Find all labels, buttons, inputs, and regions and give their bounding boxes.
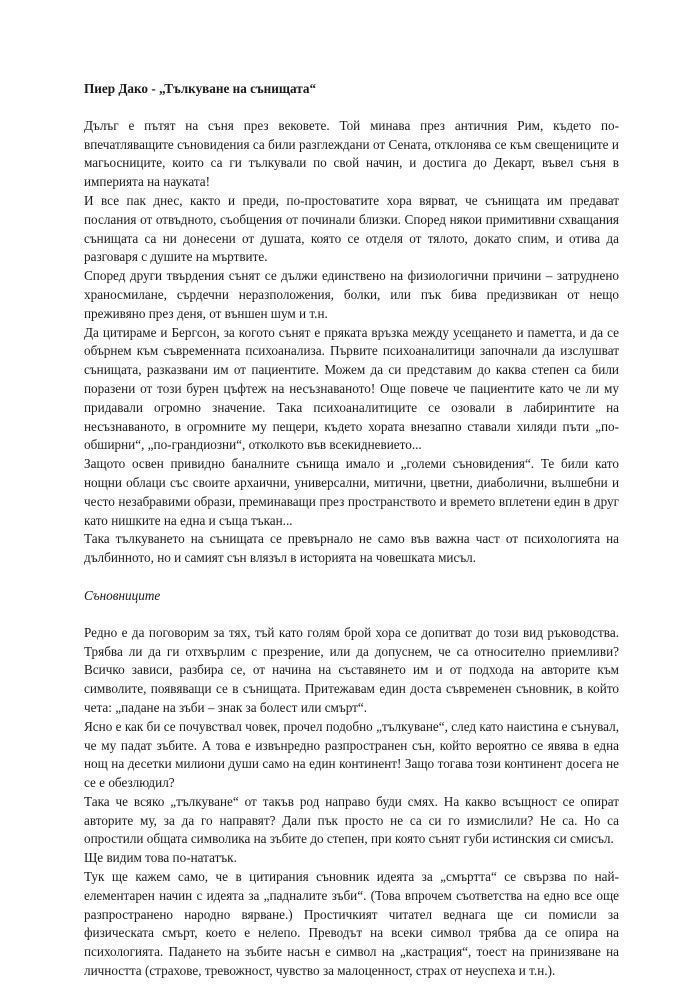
- paragraph: Защото освен привидно баналните сънища имало и „големи съновидения“. Те били като нощни облаци със своите архаични, универсални, митични, цветни, диаболични, вълшебни и често незабравими образи, преминаващи през пространството и времето вплетени един в друг като нишките на една и съща тъкан...: [84, 456, 619, 528]
- paragraph: Дълъг е пътят на съня през вековете. Той минава през античния Рим, където по-впечатляващите съновидения са били разглеждани от Сената, отклонява се към свещениците и магьосниците, които са ги тълкували по свой начин, и достига до Декарт, въвел съня в империята на науката!: [84, 117, 619, 190]
- paragraph: Така че всяко „тълкуване“ от такъв род направо буди смях. На какво всъщност се опират авторите му, за да го направят? Дали пък просто не са си го измислили? Не са. Но са опростили общата символика на зъбите до степен, при която сънят губи истинския си смисъл.: [84, 793, 619, 847]
- paragraph: Редно е да поговорим за тях, тъй като голям брой хора се допитват до този вид ръководства. Трябва ли да ги отхвърлим с презрение, или да допуснем, че са относително приемливи? Всичко зависи, разбира се, от начина на съставянето им и от подхода на авторите към символите, появяващи се в сънищата. Притежавам един доста съвременен съновник, в който чета: „падане на зъби – знак за болест или смърт“.: [84, 624, 619, 715]
- paragraph: Ще видим това по-нататък.: [84, 850, 237, 866]
- paragraph: Тук ще кажем само, че в цитирания съновник идеята за „смъртта“ се свързва по най-елементарен начин с идеята за „падналите зъби“. (Това впрочем съответства на едно все още разпространено народно вярване.) Простичкият читател веднага ще си помисли за физическата смърт, което е нелепо. Преводът на всеки символ трябва да се опира на психологията. Падането на зъбите насън е символ на „кастрация“, тоест на принизяване на личността (страхове, тревожност, чувство за малоценност, страх от неуспеха и т.н.).: [84, 869, 619, 979]
- paragraph: Така тълкуването на сънищата се превърнало не само във важна част от психологията на дълбинното, но и самият сън влязъл в историята на човешката мисъл.: [84, 531, 619, 566]
- paragraph: Ясно е как би се почувствал човек, прочел подобно „тълкуване“, след като наистина е сънувал, че му падат зъбите. А това е извънредно разпространен сън, който вероятно се явява в една нощ на десетки милиони души само на един континент! Защо тогава този континент досега не се е обезлюдил?: [84, 718, 619, 791]
- document-page: [84, 80, 619, 981]
- paragraph: И все пак днес, както и преди, по-простоватите хора вярват, че сънищата им предават послания от отвъдното, съобщения от починали близки. Според някои примитивни схващания сънищата са ни донесени от душата, която се отделя от тялото, докато спим, и отива да разговаря с душите на мъртвите.: [84, 192, 619, 265]
- paragraph: Да цитираме и Бергсон, за когото сънят е пряката връзка между усещането и паметта, и да се обърнем към съвременната психоанализа. Първите психоаналитици започнали да изслушват сънищата, разказвани им от пациентите. Можем да си представим до каква степен са били поразени от този бурен цъфтеж на несъзнаваното! Още повече че пациентите като че ли му придавали огромно значение. Така психоаналитиците се озовали в лабиринтите на несъзнаваното, в огромните му пещери, където хората внезапно ставали хиляди пъти „по-обширни“, „по-грандиозни“, отколкото във всекидневието...: [84, 324, 619, 453]
- paragraph: Според други твърдения сънят се дължи единствено на физиологични причини – затруднено храносмилане, сърдечни неразположения, болки, или пък бива предизвикан от нещо преживяно през деня, от външен шум и т.н.: [84, 268, 619, 321]
- section-heading: Съновниците: [84, 587, 161, 603]
- document-title: Пиер Дако - „Тълкуване на сънищата“: [84, 81, 317, 96]
